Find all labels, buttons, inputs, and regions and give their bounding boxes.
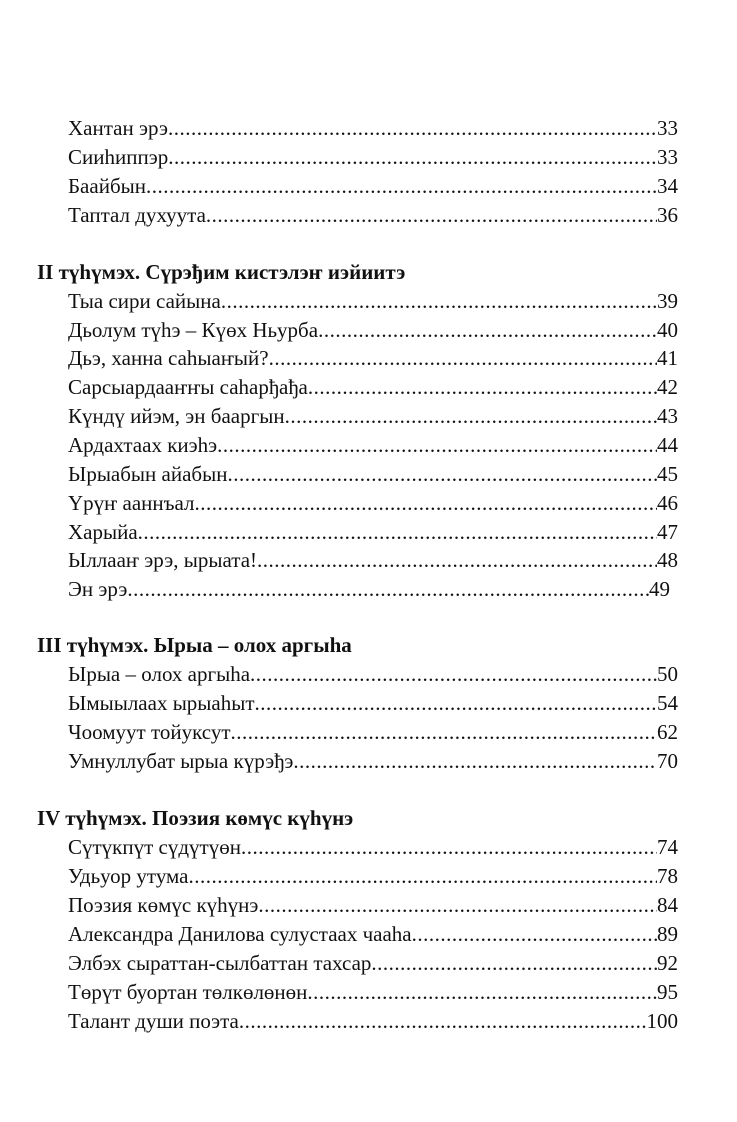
toc-entry-title: Таптал духуута bbox=[68, 203, 206, 227]
dot-leader bbox=[255, 689, 657, 718]
toc-entry bbox=[68, 660, 678, 689]
toc-entry-title: Төрүт буортан төлкөлөнөн bbox=[68, 980, 308, 1004]
dot-leader bbox=[257, 546, 657, 575]
toc-entry-page: 36 bbox=[657, 203, 678, 227]
toc-entry-page: 46 bbox=[657, 491, 678, 515]
toc-entry-page: 33 bbox=[657, 116, 678, 140]
toc-entry bbox=[68, 891, 678, 920]
toc-entry-page: 49 bbox=[649, 577, 670, 601]
toc-entry-title: Эн эрэ bbox=[68, 577, 128, 601]
dot-leader bbox=[227, 460, 657, 489]
dot-leader bbox=[217, 431, 657, 460]
toc-entry bbox=[68, 431, 678, 460]
toc-entry-title: Үрүҥ ааннъал bbox=[68, 491, 195, 515]
toc-entry bbox=[68, 114, 678, 143]
toc-entry bbox=[68, 949, 678, 978]
toc-entry-page: 42 bbox=[657, 375, 678, 399]
dot-leader bbox=[293, 747, 657, 776]
toc-entry-page: 47 bbox=[657, 520, 678, 544]
toc-entry-title: Элбэх сыраттан-сылбаттан тахсар bbox=[68, 951, 372, 975]
toc-entry-title: Күндү ийэм, эн бааргын bbox=[68, 404, 285, 428]
toc-entry-title: Умнуллубат ырыа күрэђэ bbox=[68, 749, 294, 773]
section-heading: III түһүмэх. Ырыа – олох аргыһа bbox=[37, 633, 352, 657]
toc-entry bbox=[68, 518, 678, 547]
toc-entry-title: Ардахтаах киэһэ bbox=[68, 433, 218, 457]
dot-leader bbox=[258, 891, 657, 920]
toc-entry bbox=[68, 689, 678, 718]
dot-leader bbox=[241, 833, 657, 862]
dot-leader bbox=[189, 862, 657, 891]
toc-entry-page: 78 bbox=[657, 864, 678, 888]
toc-entry-page: 34 bbox=[657, 174, 678, 198]
toc-entry-page: 70 bbox=[657, 749, 678, 773]
dot-leader bbox=[138, 518, 657, 547]
toc-entry-page: 54 bbox=[657, 691, 678, 715]
toc-entry-title: Ыллааҥ эрэ, ырыата! bbox=[68, 548, 258, 572]
toc-entry-title: Чоомуут тойуксут bbox=[68, 720, 231, 744]
toc-entry-title: Ырыабын айабын bbox=[68, 462, 228, 486]
toc-entry-page: 41 bbox=[657, 346, 678, 370]
dot-leader bbox=[412, 920, 657, 949]
toc-entry-title: Талант души поэта bbox=[68, 1009, 239, 1033]
dot-leader bbox=[269, 344, 657, 373]
section-heading: II түһүмэх. Сүрэђим кистэлэҥ иэйиитэ bbox=[37, 260, 406, 284]
toc-entry-title: Хантан эрэ bbox=[68, 116, 169, 140]
dot-leader bbox=[371, 949, 657, 978]
toc-entry-page: 33 bbox=[657, 145, 678, 169]
toc-entry-page: 43 bbox=[657, 404, 678, 428]
toc-entry-page: 40 bbox=[657, 318, 678, 342]
dot-leader bbox=[250, 660, 657, 689]
toc-entry-page: 39 bbox=[657, 289, 678, 313]
dot-leader bbox=[194, 489, 657, 518]
toc-entry bbox=[68, 172, 678, 201]
toc-entry bbox=[68, 344, 678, 373]
dot-leader bbox=[168, 114, 657, 143]
toc-entry bbox=[68, 546, 678, 575]
dot-leader bbox=[307, 978, 657, 1007]
dot-leader bbox=[239, 1007, 647, 1036]
toc-entry bbox=[68, 1007, 678, 1036]
dot-leader bbox=[231, 718, 657, 747]
toc-entry-title: Харыйа bbox=[68, 520, 138, 544]
toc-entry bbox=[68, 575, 670, 604]
toc-entry-title: Сүтүкпүт сүдүтүөн bbox=[68, 835, 241, 859]
dot-leader bbox=[318, 316, 657, 345]
toc-entry-page: 62 bbox=[657, 720, 678, 744]
toc-entry-title: Тыа сири сайына bbox=[68, 289, 221, 313]
dot-leader bbox=[285, 402, 657, 431]
toc-entry-title: Ымыылаах ырыаһыт bbox=[68, 691, 255, 715]
toc-entry-title: Сарсыардааҥҥы саһарђађа bbox=[68, 375, 308, 399]
toc-entry bbox=[68, 747, 678, 776]
toc-entry-title: Поэзия көмүс күһүнэ bbox=[68, 893, 259, 917]
toc-entry bbox=[68, 201, 678, 230]
toc-entry bbox=[68, 489, 678, 518]
toc-entry bbox=[68, 460, 678, 489]
dot-leader bbox=[127, 575, 649, 604]
toc-entry-title: Баайбын bbox=[68, 174, 146, 198]
dot-leader bbox=[206, 201, 657, 230]
toc-entry bbox=[68, 316, 678, 345]
toc-entry-title: Сииһиппэр bbox=[68, 145, 169, 169]
toc-entry bbox=[68, 833, 678, 862]
toc-entry-page: 92 bbox=[657, 951, 678, 975]
toc-entry-page: 74 bbox=[657, 835, 678, 859]
toc-entry-page: 44 bbox=[657, 433, 678, 457]
toc-entry bbox=[68, 920, 678, 949]
toc-entry-page: 50 bbox=[657, 662, 678, 686]
toc-entry-page: 95 bbox=[657, 980, 678, 1004]
toc-entry bbox=[68, 373, 678, 402]
toc-entry-page: 45 bbox=[657, 462, 678, 486]
toc-entry-page: 48 bbox=[657, 548, 678, 572]
toc-entry bbox=[68, 402, 678, 431]
toc-entry bbox=[68, 287, 678, 316]
toc-entry-title: Дьэ, ханна саһыаҥый? bbox=[68, 346, 269, 370]
toc-entry-title: Ырыа – олох аргыһа bbox=[68, 662, 251, 686]
toc-entry-page: 100 bbox=[646, 1009, 678, 1033]
dot-leader bbox=[168, 143, 657, 172]
toc-entry bbox=[68, 978, 678, 1007]
section-heading: IV түһүмэх. Поэзия көмүс күһүнэ bbox=[37, 806, 354, 830]
toc-entry-page: 89 bbox=[657, 922, 678, 946]
dot-leader bbox=[221, 287, 657, 316]
toc-entry-page: 84 bbox=[657, 893, 678, 917]
toc-entry bbox=[68, 718, 678, 747]
dot-leader bbox=[146, 172, 657, 201]
toc-entry-title: Александра Данилова сулустаах чааһа bbox=[68, 922, 412, 946]
toc-entry bbox=[68, 143, 678, 172]
toc-entry-title: Удьуор утума bbox=[68, 864, 189, 888]
toc-entry bbox=[68, 862, 678, 891]
dot-leader bbox=[308, 373, 657, 402]
toc-entry-title: Дьолум түһэ – Күөх Ньурба bbox=[68, 318, 319, 342]
